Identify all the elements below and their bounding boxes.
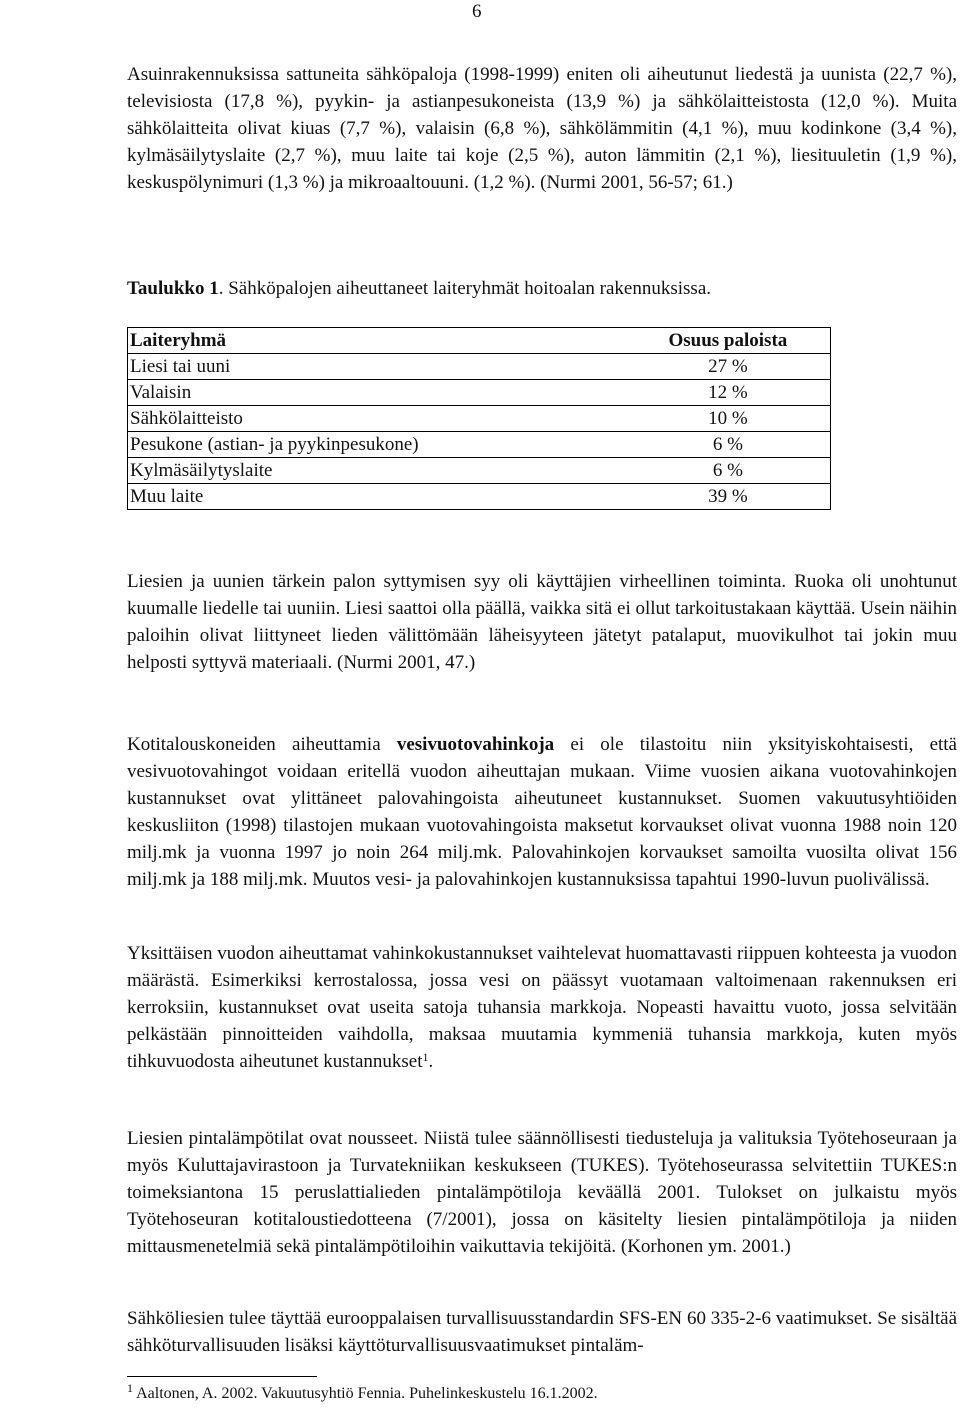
water-leaks-emphasis: vesivuotovahinkoja <box>396 734 555 755</box>
table-row <box>128 458 831 484</box>
table-caption-label: Taulukko 1 <box>127 278 219 299</box>
water-leaks-body: ei ole tilastoitu niin yksityiskohtaisesti, että vesivuotovahingot voidaan eritellä vuodon aiheuttajan mukaan. Viime vuosien aikana vuotovahinkojen kustannukset ovat ylittäneet palovahingoista aiheutuneet kustannukset. Suomen vakuutusyhtiöiden keskusliiton (1998) tilastojen mukaan vuotovahingoista maksetut korvaukset olivat vuonna 1988 noin 120 milj.mk ja vuonna 1997 jo noin 264 milj.mk. Palovahinkojen korvaukset samoilta vuosilta olivat 156 milj.mk ja 188 milj.mk. Muutos vesi- ja palovahinkojen kustannuksissa tapahtui 1990-luvun puolivälissä. <box>127 734 957 890</box>
footnote <box>127 1382 598 1406</box>
table-cell-device: Liesi tai uuni <box>128 354 624 380</box>
table-row <box>128 406 831 432</box>
table-header-row <box>128 328 831 354</box>
footnote-marker: 1 <box>127 1381 133 1395</box>
page-number: 6 <box>472 1 482 22</box>
table-row <box>128 354 831 380</box>
header-device-group: Laiteryhmä <box>128 328 624 354</box>
water-leaks-intro: Kotitalouskoneiden aiheuttamia <box>127 734 397 755</box>
paragraph-standard: Sähköliesien tulee täyttää eurooppalaisen turvallisuusstandardin SFS-EN 60 335-2-6 vaatimukset. Se sisältää sähköturvallisuuden lisäksi käyttöturvallisuusvaatimukset pintaläm- <box>127 1308 957 1356</box>
footnote-reference: 1 <box>422 1050 429 1064</box>
table-caption-text: . Sähköpalojen aiheuttaneet laiteryhmät hoitoalan rakennuksissa. <box>218 278 711 299</box>
header-fire-share: Osuus paloista <box>624 328 831 354</box>
table-cell-share: 6 % <box>624 458 831 484</box>
device-group-table <box>127 327 831 510</box>
table-row <box>128 484 831 510</box>
table-cell-device: Sähkölaitteisto <box>128 406 624 432</box>
table-cell-device: Muu laite <box>128 484 624 510</box>
table-cell-device: Kylmäsäilytyslaite <box>128 458 624 484</box>
footnote-divider <box>127 1376 317 1377</box>
footnote-text: Aaltonen, A. 2002. Vakuutusyhtiö Fennia. Puhelinkeskustelu 16.1.2002. <box>133 1385 598 1402</box>
table-cell-device: Pesukone (astian- ja pyykinpesukone) <box>128 432 624 458</box>
table-cell-device: Valaisin <box>128 380 624 406</box>
table-cell-share: 27 % <box>624 354 831 380</box>
leak-costs-end: . <box>428 1051 434 1072</box>
paragraph-water-leaks <box>127 731 957 893</box>
paragraph-electrical-fires: Asuinrakennuksissa sattuneita sähköpaloja (1998-1999) eniten oli aiheutunut liedestä ja uunista (22,7 %), televisiosta (17,8 %), pyykin- ja astianpesukoneista (13,9 %) ja sähkölaitteistosta (12,0 %). Muita sähkölaitteita olivat kiuas (7,7 %), valaisin (6,8 %), sähkölämmitin (4,1 %), muu kodinkone (3,4 %), kylmäsäilytyslaite (2,7 %), muu laite tai koje (2,5 %), auton lämmitin (2,1 %), liesituuletin (1,9 %), keskuspölynimuri (1,3 %) ja mikroaaltouuni. (1,2 %). (Nurmi 2001, 56-57; 61.) <box>127 64 957 193</box>
leak-costs-text: Yksittäisen vuodon aiheuttamat vahinkokustannukset vaihtelevat huomattavasti riippuen kohteesta ja vuodon määrästä. Esimerkiksi kerrostalossa, jossa vesi on päässyt vuotamaan valtoimenaan rakennuksen eri kerroksiin, kustannukset ovat useita satoja tuhansia markkoja. Nopeasti havaittu vuoto, jossa selvitään pelkästään pinnoitteiden vaihdolla, maksaa muutamia kymmeniä tuhansia markkoja, kuten myös tihkuvuodosta aiheutunet kustannukset <box>127 943 958 1072</box>
table-cell-share: 10 % <box>624 406 831 432</box>
paragraph-leak-costs <box>127 940 957 1075</box>
paragraph-surface-temperatures: Liesien pintalämpötilat ovat nousseet. Niistä tulee säännöllisesti tiedusteluja ja valituksia Työtehoseuraan ja myös Kuluttajavirastoon ja Turvatekniikan keskukseen (TUKES). Työtehoseurassa selvitettiin TUKES:n toimeksiantona 15 peruslattialieden pintalämpötiloja keväällä 2001. Tulokset on julkaistu myös Työtehoseuran kotitaloustiedotteena (7/2001), jossa on käsitelty liesien pintalämpötiloja ja niiden mittausmenetelmiä sekä pintalämpötiloihin vaikuttavia tekijöitä. (Korhonen ym. 2001.) <box>127 1128 957 1257</box>
table-row <box>128 432 831 458</box>
table-cell-share: 12 % <box>624 380 831 406</box>
paragraph-stove-causes: Liesien ja uunien tärkein palon syttymisen syy oli käyttäjien virheellinen toiminta. Ruoka oli unohtunut kuumalle liedelle tai uuniin. Liesi saattoi olla päällä, vaikka sitä ei ollut tarkoitustakaan käyttää. Usein näihin paloihin olivat liittyneet lieden välittömään läheisyyteen jätetyt patalaput, muovikulhot tai jokin muu helposti syttyvä materiaali. (Nurmi 2001, 47.) <box>127 571 957 673</box>
table-cell-share: 39 % <box>624 484 831 510</box>
table-cell-share: 6 % <box>624 432 831 458</box>
table-row <box>128 380 831 406</box>
table-caption <box>127 277 711 301</box>
